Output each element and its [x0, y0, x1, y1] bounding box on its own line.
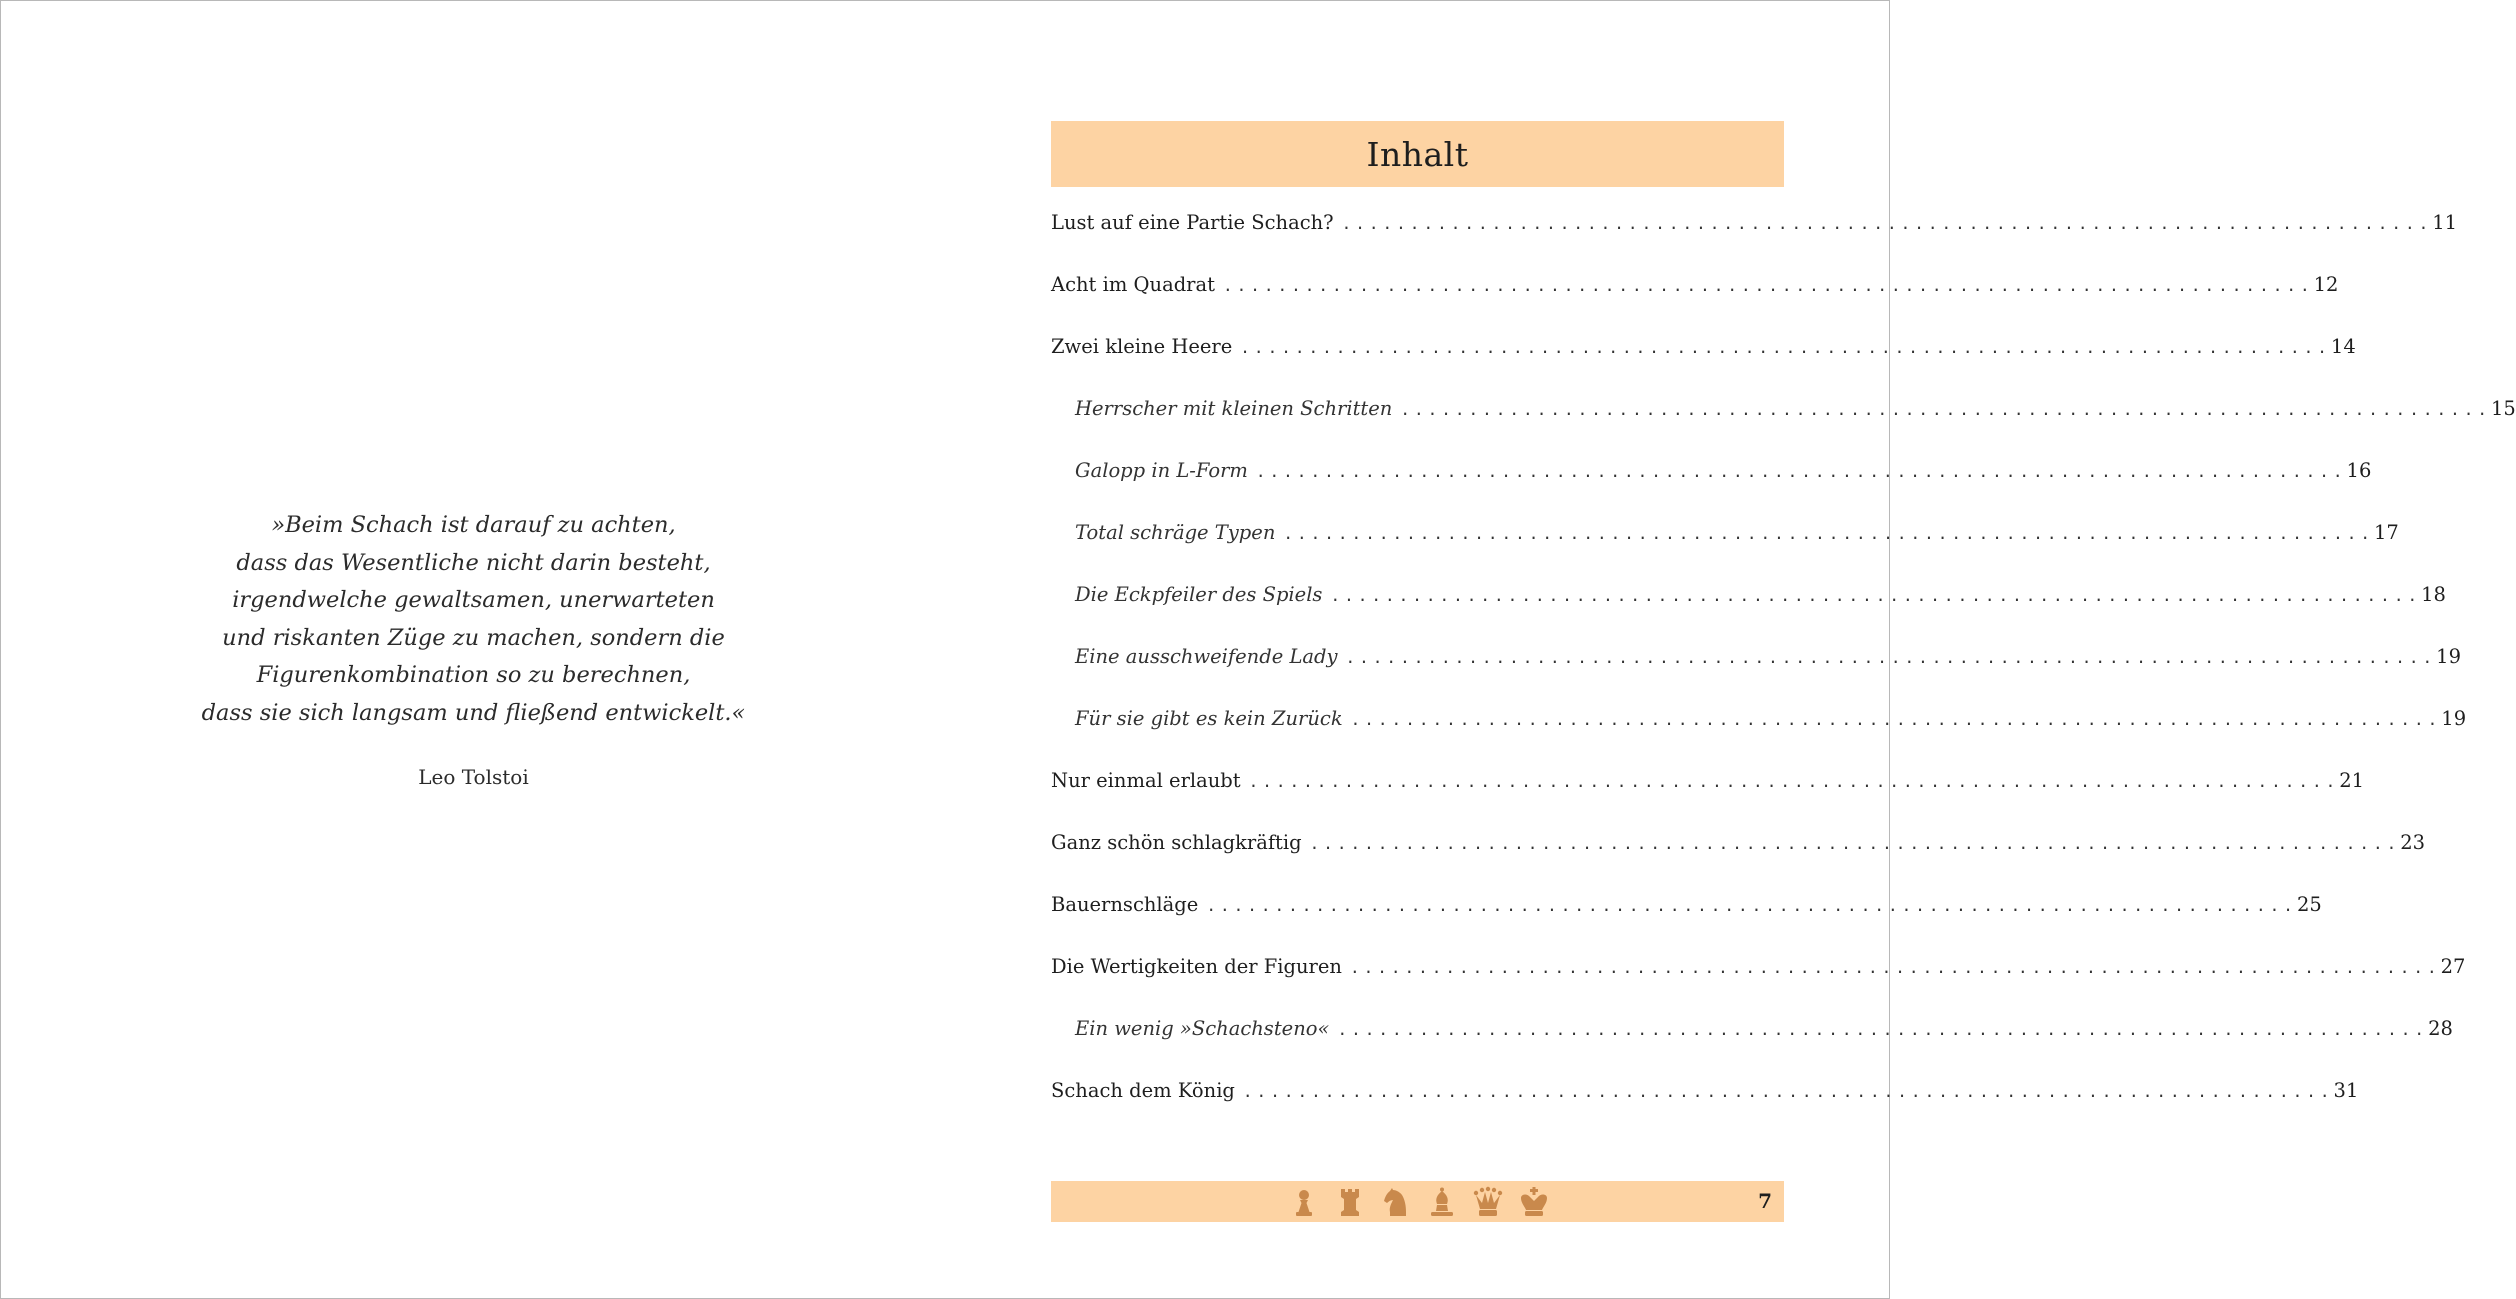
footer-bar: [1051, 1181, 1784, 1222]
page-number: 7: [1758, 1189, 1772, 1213]
toc-entry-label: Galopp in L-Form: [1075, 459, 1248, 482]
dot-leader: ................................................................................: [1240, 338, 2331, 357]
toc-page-number: 27: [2440, 955, 2466, 978]
dot-leader: ................................................................................: [1255, 462, 2347, 481]
dot-leader: ................................................................................: [1242, 1082, 2334, 1101]
toc-page-number: 15: [2490, 397, 2516, 420]
dot-leader: ................................................................................: [1341, 214, 2433, 233]
toc-entry-label: Die Eckpfeiler des Spiels: [1075, 583, 1323, 606]
page-title: Inhalt: [1366, 134, 1469, 174]
toc-page-number: 19: [2436, 645, 2461, 668]
toc-page-number: 16: [2346, 459, 2372, 482]
toc-entry-label: Nur einmal erlaubt: [1051, 769, 1241, 792]
toc-entry-label: Total schräge Typen: [1075, 521, 1276, 544]
toc-subentry: [1051, 626, 2461, 688]
toc-entry-label: Bauernschläge: [1051, 893, 1199, 916]
dot-leader: ................................................................................: [1350, 710, 2442, 729]
dot-leader: ................................................................................: [1330, 586, 2422, 605]
toc-entry: [1051, 254, 2339, 316]
toc-entry-label: Herrscher mit kleinen Schritten: [1075, 397, 1393, 420]
toc-page-number: 14: [2330, 335, 2356, 358]
king-icon: [1517, 1185, 1551, 1219]
dot-leader: ................................................................................: [1248, 772, 2340, 791]
toc-entry-label: Für sie gibt es kein Zurück: [1075, 707, 1343, 730]
toc-entry-label: Zwei kleine Heere: [1051, 335, 1233, 358]
toc-page-number: 17: [2374, 521, 2399, 544]
quote-line: irgendwelche gewaltsamen, unerwarteten: [232, 587, 715, 613]
toc-entry: [1051, 316, 2356, 378]
dot-leader: ................................................................................: [1345, 648, 2437, 667]
toc-entry: [1051, 192, 2458, 254]
toc-entry: [1051, 936, 2466, 998]
toc-page-number: 18: [2421, 583, 2446, 606]
toc-page-number: 28: [2428, 1017, 2453, 1040]
dot-leader: ................................................................................: [1349, 958, 2441, 977]
toc-entry: [1051, 1060, 2359, 1122]
toc-page-number: 25: [2296, 893, 2322, 916]
toc-subentry: [1051, 564, 2446, 626]
dot-leader: ................................................................................: [1283, 524, 2375, 543]
toc-entry-label: Die Wertigkeiten der Figuren: [1051, 955, 1342, 978]
toc-page-number: 31: [2333, 1079, 2359, 1102]
rook-icon: [1333, 1185, 1367, 1219]
epigraph-quote: [151, 507, 796, 732]
toc-page-number: 11: [2432, 211, 2458, 234]
quote-line: dass sie sich langsam und fließend entwickelt.«: [201, 699, 746, 726]
dot-leader: ................................................................................: [1400, 400, 2491, 419]
toc-entry: [1051, 812, 2426, 874]
quote-line: dass das Wesentliche nicht darin besteht,: [236, 549, 711, 576]
toc-page-number: 19: [2441, 707, 2467, 730]
quote-line: und riskanten Züge zu machen, sondern die: [222, 624, 725, 651]
toc-entry: [1051, 874, 2322, 936]
dot-leader: ................................................................................: [1337, 1020, 2429, 1039]
toc-page-number: 23: [2400, 831, 2426, 854]
quote-line: Figurenkombination so zu berechnen,: [256, 662, 691, 688]
toc-entry-label: Ganz schön schlagkräftig: [1051, 831, 1302, 854]
dot-leader: ................................................................................: [1222, 276, 2314, 295]
toc-header-bar: [1051, 121, 1784, 187]
toc-entry-label: Lust auf eine Partie Schach?: [1051, 211, 1334, 234]
quote-line: »Beim Schach ist darauf zu achten,: [271, 512, 676, 538]
toc-page-number: 12: [2313, 273, 2339, 296]
toc-entry-label: Schach dem König: [1051, 1079, 1235, 1102]
knight-icon: [1379, 1185, 1413, 1219]
pawn-icon: [1287, 1185, 1321, 1219]
chess-pieces-ornament: [1287, 1185, 1551, 1219]
toc-entry-label: Ein wenig »Schachsteno«: [1075, 1017, 1330, 1040]
toc-subentry: [1051, 378, 2516, 440]
toc-subentry: [1051, 688, 2467, 750]
queen-icon: [1471, 1185, 1505, 1219]
toc-entry: [1051, 750, 2365, 812]
toc-page-number: 21: [2339, 769, 2365, 792]
toc-subentry: [1051, 440, 2372, 502]
bishop-icon: [1425, 1185, 1459, 1219]
toc-entry-label: Acht im Quadrat: [1051, 273, 1215, 296]
table-of-contents: [1051, 192, 2516, 1122]
quote-author: Leo Tolstoi: [418, 765, 529, 789]
toc-entry-label: Eine ausschweifende Lady: [1075, 645, 1338, 668]
toc-subentry: [1051, 998, 2453, 1060]
toc-subentry: [1051, 502, 2399, 564]
dot-leader: ................................................................................: [1309, 834, 2401, 853]
dot-leader: ................................................................................: [1206, 896, 2297, 915]
